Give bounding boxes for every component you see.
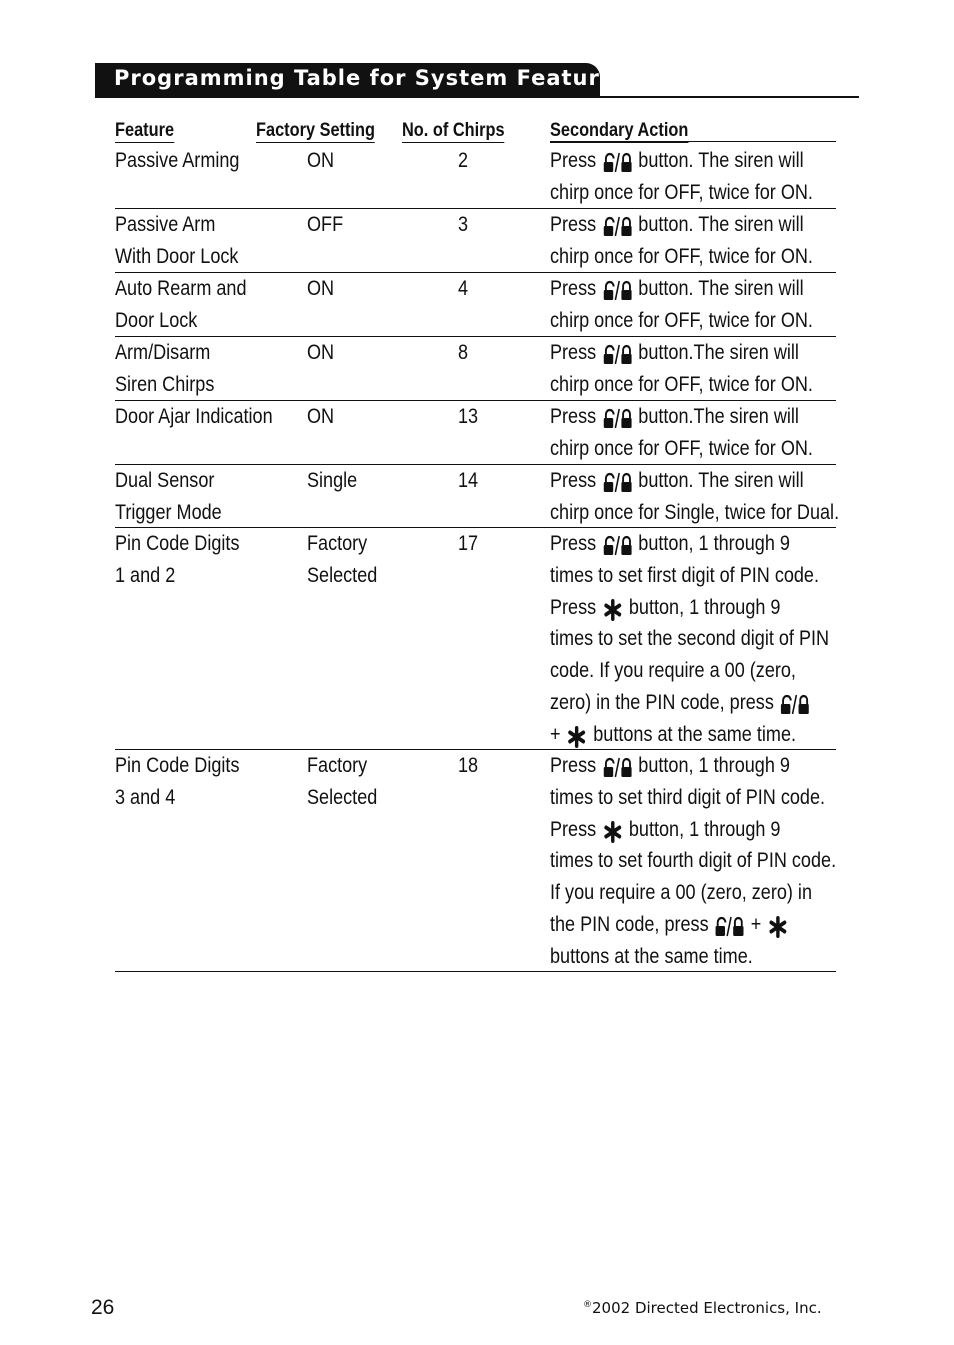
action-text: button. The siren will [638,469,804,492]
action-text: button, 1 through 9 [638,754,790,777]
feature-line: Door Ajar Indication [115,405,273,428]
cell-factory-setting [307,337,334,369]
action-line [550,560,829,592]
action-line [550,241,813,273]
cell-factory-setting [307,401,334,433]
setting-line: ON [307,341,335,364]
cell-feature [115,528,239,592]
action-text: Press [550,817,597,841]
action-text: chirp once for Single, twice for Dual. [550,500,840,524]
action-text: Press [550,341,597,364]
feature-line: Trigger Mode [115,500,222,524]
action-line [550,782,836,814]
cell-feature [115,273,247,337]
chirps-value: 8 [458,341,469,364]
action-text: button.The siren will [638,341,799,364]
feature-line: 1 and 2 [115,563,176,587]
asterisk-icon [567,721,586,753]
cell-factory-setting [307,750,377,814]
banner-rule [95,96,859,98]
action-text: chirp once for OFF, twice for ON. [550,372,813,396]
action-line [550,623,829,655]
action-line [550,655,829,687]
action-line [550,909,836,941]
action-text: times to set fourth digit of PIN code. [550,849,837,873]
action-text: Press [550,532,597,555]
asterisk-icon [603,594,622,626]
action-text: buttons at the same time. [550,944,753,968]
cell-factory-setting [307,528,377,592]
action-text: chirp once for OFF, twice for ON. [550,180,813,204]
chirps-value: 17 [458,532,479,555]
chirps-value: 4 [458,277,469,300]
feature-line: 3 and 4 [115,785,176,809]
cell-chirps [458,337,468,369]
action-text: Press [550,277,597,300]
cell-feature [115,465,222,529]
table-row [115,401,836,465]
cell-secondary-action [550,750,836,973]
table-row [115,209,836,273]
header-rule [550,141,836,142]
action-text: button, 1 through 9 [638,532,790,555]
cell-secondary-action [550,145,813,209]
cell-feature [115,401,273,433]
action-line [550,465,839,497]
table-row [115,337,836,401]
cell-factory-setting [307,465,357,497]
feature-line: Pin Code Digits [115,532,240,555]
setting-line: ON [307,277,335,300]
setting-line: Single [307,469,358,492]
action-text: chirp once for OFF, twice for ON. [550,244,813,268]
feature-line: Passive Arming [115,149,240,172]
cell-secondary-action [550,401,813,465]
lock-unlock-icon [781,689,809,721]
table-row [115,273,836,337]
action-text: button, 1 through 9 [628,595,781,619]
feature-line: Arm/Disarm [115,341,211,364]
cell-secondary-action [550,528,829,751]
action-text: button.The siren will [638,405,799,428]
action-line [550,177,813,209]
lock-unlock-icon [603,403,631,435]
table-row [115,528,836,750]
cell-chirps [458,465,478,497]
asterisk-icon [603,816,622,848]
action-line [550,592,829,624]
action-text: + [750,912,762,936]
lock-unlock-icon [603,211,631,243]
feature-line: With Door Lock [115,244,239,268]
cell-chirps [458,273,468,305]
action-text: Press [550,754,597,777]
action-line [550,941,836,973]
header-factory-setting: Factory Setting [256,120,375,141]
action-line [550,877,836,909]
action-text: code. If you require a 00 (zero, [550,659,796,683]
action-text: + [550,722,561,746]
asterisk-icon [768,911,787,943]
lock-unlock-icon [603,467,631,499]
cell-chirps [458,528,478,560]
chirps-value: 18 [458,754,479,777]
table-header [115,120,836,144]
setting-line: Selected [307,785,378,809]
action-line [550,750,836,782]
action-text: times to set first digit of PIN code. [550,563,820,587]
banner-tab [95,63,629,97]
action-text: Press [550,595,597,619]
setting-line: OFF [307,213,344,236]
cell-secondary-action [550,273,813,337]
cell-secondary-action [550,337,813,401]
action-line [550,273,813,305]
copyright [583,1299,822,1317]
feature-line: Dual Sensor [115,469,215,492]
action-text: buttons at the same time. [593,722,797,746]
feature-line: Passive Arm [115,213,216,236]
cell-feature [115,750,239,814]
setting-line: ON [307,149,335,172]
lock-unlock-icon [603,339,631,371]
setting-line: ON [307,405,335,428]
lock-unlock-icon [603,275,631,307]
action-text: the PIN code, press [550,912,709,936]
action-line [550,433,813,465]
chirps-value: 2 [458,149,469,172]
cell-chirps [458,401,478,433]
cell-chirps [458,750,478,782]
action-text: times to set third digit of PIN code. [550,785,826,809]
action-line [550,337,813,369]
setting-line: Selected [307,563,378,587]
action-line [550,209,813,241]
action-text: zero) in the PIN code, press [550,690,774,714]
action-text: button. The siren will [638,277,804,300]
action-text: button. The siren will [638,149,804,172]
header-feature: Feature [115,120,175,141]
action-text: Press [550,469,597,492]
action-line [550,369,813,401]
cell-factory-setting [307,145,334,177]
lock-unlock-icon [715,911,743,943]
action-line [550,401,813,433]
table-row [115,750,836,972]
action-line [550,305,813,337]
action-line [550,145,813,177]
action-text: chirp once for OFF, twice for ON. [550,436,813,460]
header-no-of-chirps: No. of Chirps [402,120,505,141]
lock-unlock-icon [603,752,631,784]
page-title: Programming Table for System Features [114,66,629,90]
setting-line: Factory [307,754,368,777]
chirps-value: 3 [458,213,469,236]
table-row [115,145,836,209]
features-table [115,120,840,968]
table-row [115,465,840,528]
feature-line: Door Lock [115,308,198,332]
action-line [550,497,839,529]
action-line [550,687,829,719]
action-line [550,528,829,560]
action-text: If you require a 00 (zero, zero) in [550,881,813,905]
cell-factory-setting [307,209,343,241]
action-line [550,814,836,846]
action-text: chirp once for OFF, twice for ON. [550,308,813,332]
cell-secondary-action [550,465,839,529]
cell-factory-setting [307,273,334,305]
cell-chirps [458,145,468,177]
header-secondary-action: Secondary Action [550,120,689,141]
cell-feature [115,209,238,273]
action-text: button, 1 through 9 [628,817,781,841]
lock-unlock-icon [603,147,631,179]
action-line [550,845,836,877]
registered-mark: ® [583,1300,592,1310]
cell-feature [115,145,239,177]
cell-chirps [458,209,468,241]
page-number: 26 [91,1296,115,1319]
cell-secondary-action [550,209,813,273]
action-text: Press [550,405,597,428]
chirps-value: 13 [458,405,479,428]
setting-line: Factory [307,532,368,555]
action-line [550,719,829,751]
action-text: button. The siren will [638,213,804,236]
action-text: times to set the second digit of PIN [550,627,830,651]
feature-line: Pin Code Digits [115,754,240,777]
copyright-text: 2002 Directed Electronics, Inc. [592,1299,822,1317]
cell-feature [115,337,214,401]
action-text: Press [550,213,597,236]
section-banner [95,63,859,99]
chirps-value: 14 [458,469,479,492]
lock-unlock-icon [603,530,631,562]
feature-line: Siren Chirps [115,372,215,396]
action-text: Press [550,149,597,172]
feature-line: Auto Rearm and [115,277,247,300]
